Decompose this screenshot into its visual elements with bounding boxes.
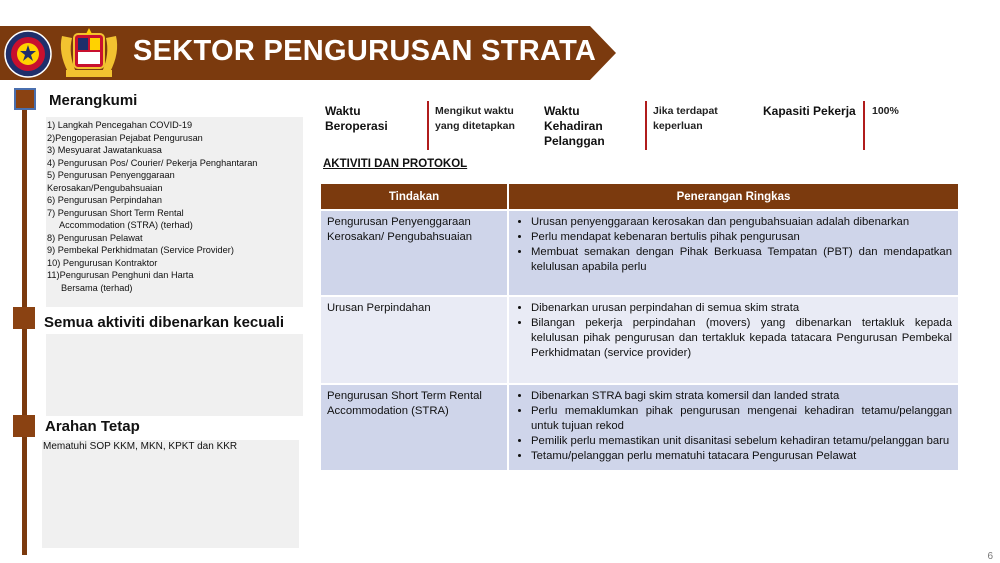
row-action: Pengurusan Short Term Rental Accommodation (STRA) bbox=[321, 384, 508, 470]
row-point: • Urusan penyenggaraan kerosakan dan pengubahsuaian adalah dibenarkan bbox=[531, 215, 952, 230]
row-point: • Pemilik perlu memastikan unit disanitasi sebelum kehadiran tetamu/pelanggan baru bbox=[531, 434, 952, 449]
summary-item: Bersama (terhad) bbox=[61, 282, 133, 293]
row-action: Urusan Perpindahan bbox=[321, 296, 508, 384]
row-point: • Membuat semakan dengan Pihak Berkuasa Tempatan (PBT) dan mendapatkan kelulusan apabila perlu bbox=[531, 245, 952, 275]
summary-item: 4) Pengurusan Pos/ Courier/ Pekerja Penghantaran bbox=[47, 157, 258, 168]
summary-list bbox=[47, 119, 303, 294]
summary-item: 5) Pengurusan Penyenggaraan bbox=[47, 170, 175, 180]
operating-value: Mengikut waktu yang ditetapkan bbox=[435, 105, 515, 132]
summary-item: Kerosakan/Pengubahsuaian bbox=[47, 182, 163, 193]
summary-item: 1) Langkah Pencegahan COVID-19 bbox=[47, 120, 193, 130]
divider bbox=[645, 101, 647, 150]
timeline-marker bbox=[13, 415, 35, 437]
column-header-description: Penerangan Ringkas bbox=[508, 184, 958, 210]
summary-item: 8) Pengurusan Pelawat bbox=[47, 232, 143, 243]
timeline-marker bbox=[13, 307, 35, 329]
summary-item: 6) Pengurusan Perpindahan bbox=[47, 195, 162, 205]
row-point: • Bilangan pekerja perpindahan (movers) yang dibenarkan tertakluk kepada kelulusan pihak pengurusan dan tertakluk kepada tatacara Pengurusan Pembekal Perkhidmatan (service provider) bbox=[531, 316, 952, 361]
directive-box bbox=[42, 440, 299, 548]
activities-title: AKTIVITI DAN PROTOKOL bbox=[323, 158, 468, 170]
summary-item: 2)Pengoperasian Pejabat Pengurusan bbox=[47, 132, 203, 143]
summary-item: Accommodation (STRA) (terhad) bbox=[59, 220, 193, 230]
capacity-value: 100% bbox=[872, 105, 899, 117]
capacity-label: Kapasiti Pekerja bbox=[763, 104, 856, 118]
summary-item: 9) Pembekal Perkhidmatan (Service Provider) bbox=[47, 245, 234, 255]
directive-text: Mematuhi SOP KKM, MKN, KPKT dan KKR bbox=[43, 441, 238, 452]
page-number: 6 bbox=[987, 551, 993, 562]
table-header-row bbox=[321, 184, 958, 210]
divider bbox=[427, 101, 429, 150]
summary-item: 3) Mesyuarat Jawatankuasa bbox=[47, 145, 162, 155]
table-row bbox=[321, 296, 958, 384]
customer-label: Waktu Kehadiran Pelanggan bbox=[544, 104, 605, 148]
row-point: • Dibenarkan STRA bagi skim strata komersil dan landed strata bbox=[531, 389, 952, 404]
directive-heading: Arahan Tetap bbox=[45, 418, 140, 435]
activities-table bbox=[321, 184, 958, 470]
row-point: • Dibenarkan urusan perpindahan di semua skim strata bbox=[531, 301, 952, 316]
row-point: • Perlu memaklumkan pihak pengurusan mengenai kehadiran tetamu/pelanggan untuk tujuan rekod bbox=[531, 404, 952, 434]
summary-item: 7) Pengurusan Short Term Rental bbox=[47, 207, 184, 218]
coat-of-arms-logo bbox=[56, 28, 122, 78]
row-action: Pengurusan Penyenggaraan Kerosakan/ Pengubahsuaian bbox=[321, 210, 508, 296]
timeline-marker bbox=[14, 88, 36, 110]
summary-item: 10) Pengurusan Kontraktor bbox=[47, 257, 158, 268]
agency-logo bbox=[4, 30, 52, 78]
summary-item: 11)Pengurusan Penghuni dan Harta bbox=[47, 270, 194, 280]
table-row bbox=[321, 384, 958, 470]
summary-heading: Merangkumi bbox=[49, 92, 138, 109]
row-description bbox=[508, 296, 958, 384]
row-point: • Tetamu/pelanggan perlu mematuhi tatacara Pengurusan Pelawat bbox=[531, 449, 952, 464]
page-title: SEKTOR PENGURUSAN STRATA bbox=[133, 35, 597, 67]
exception-box bbox=[46, 334, 303, 416]
customer-value: Jika terdapat keperluan bbox=[653, 105, 718, 132]
divider bbox=[863, 101, 865, 150]
exception-heading: Semua aktiviti dibenarkan kecuali bbox=[44, 314, 285, 331]
row-description bbox=[508, 384, 958, 470]
column-header-action: Tindakan bbox=[321, 184, 508, 210]
row-point: • Perlu mendapat kebenaran bertulis pihak pengurusan bbox=[531, 230, 952, 245]
row-description bbox=[508, 210, 958, 296]
operating-label: Waktu Beroperasi bbox=[325, 104, 388, 133]
table-row bbox=[321, 210, 958, 296]
